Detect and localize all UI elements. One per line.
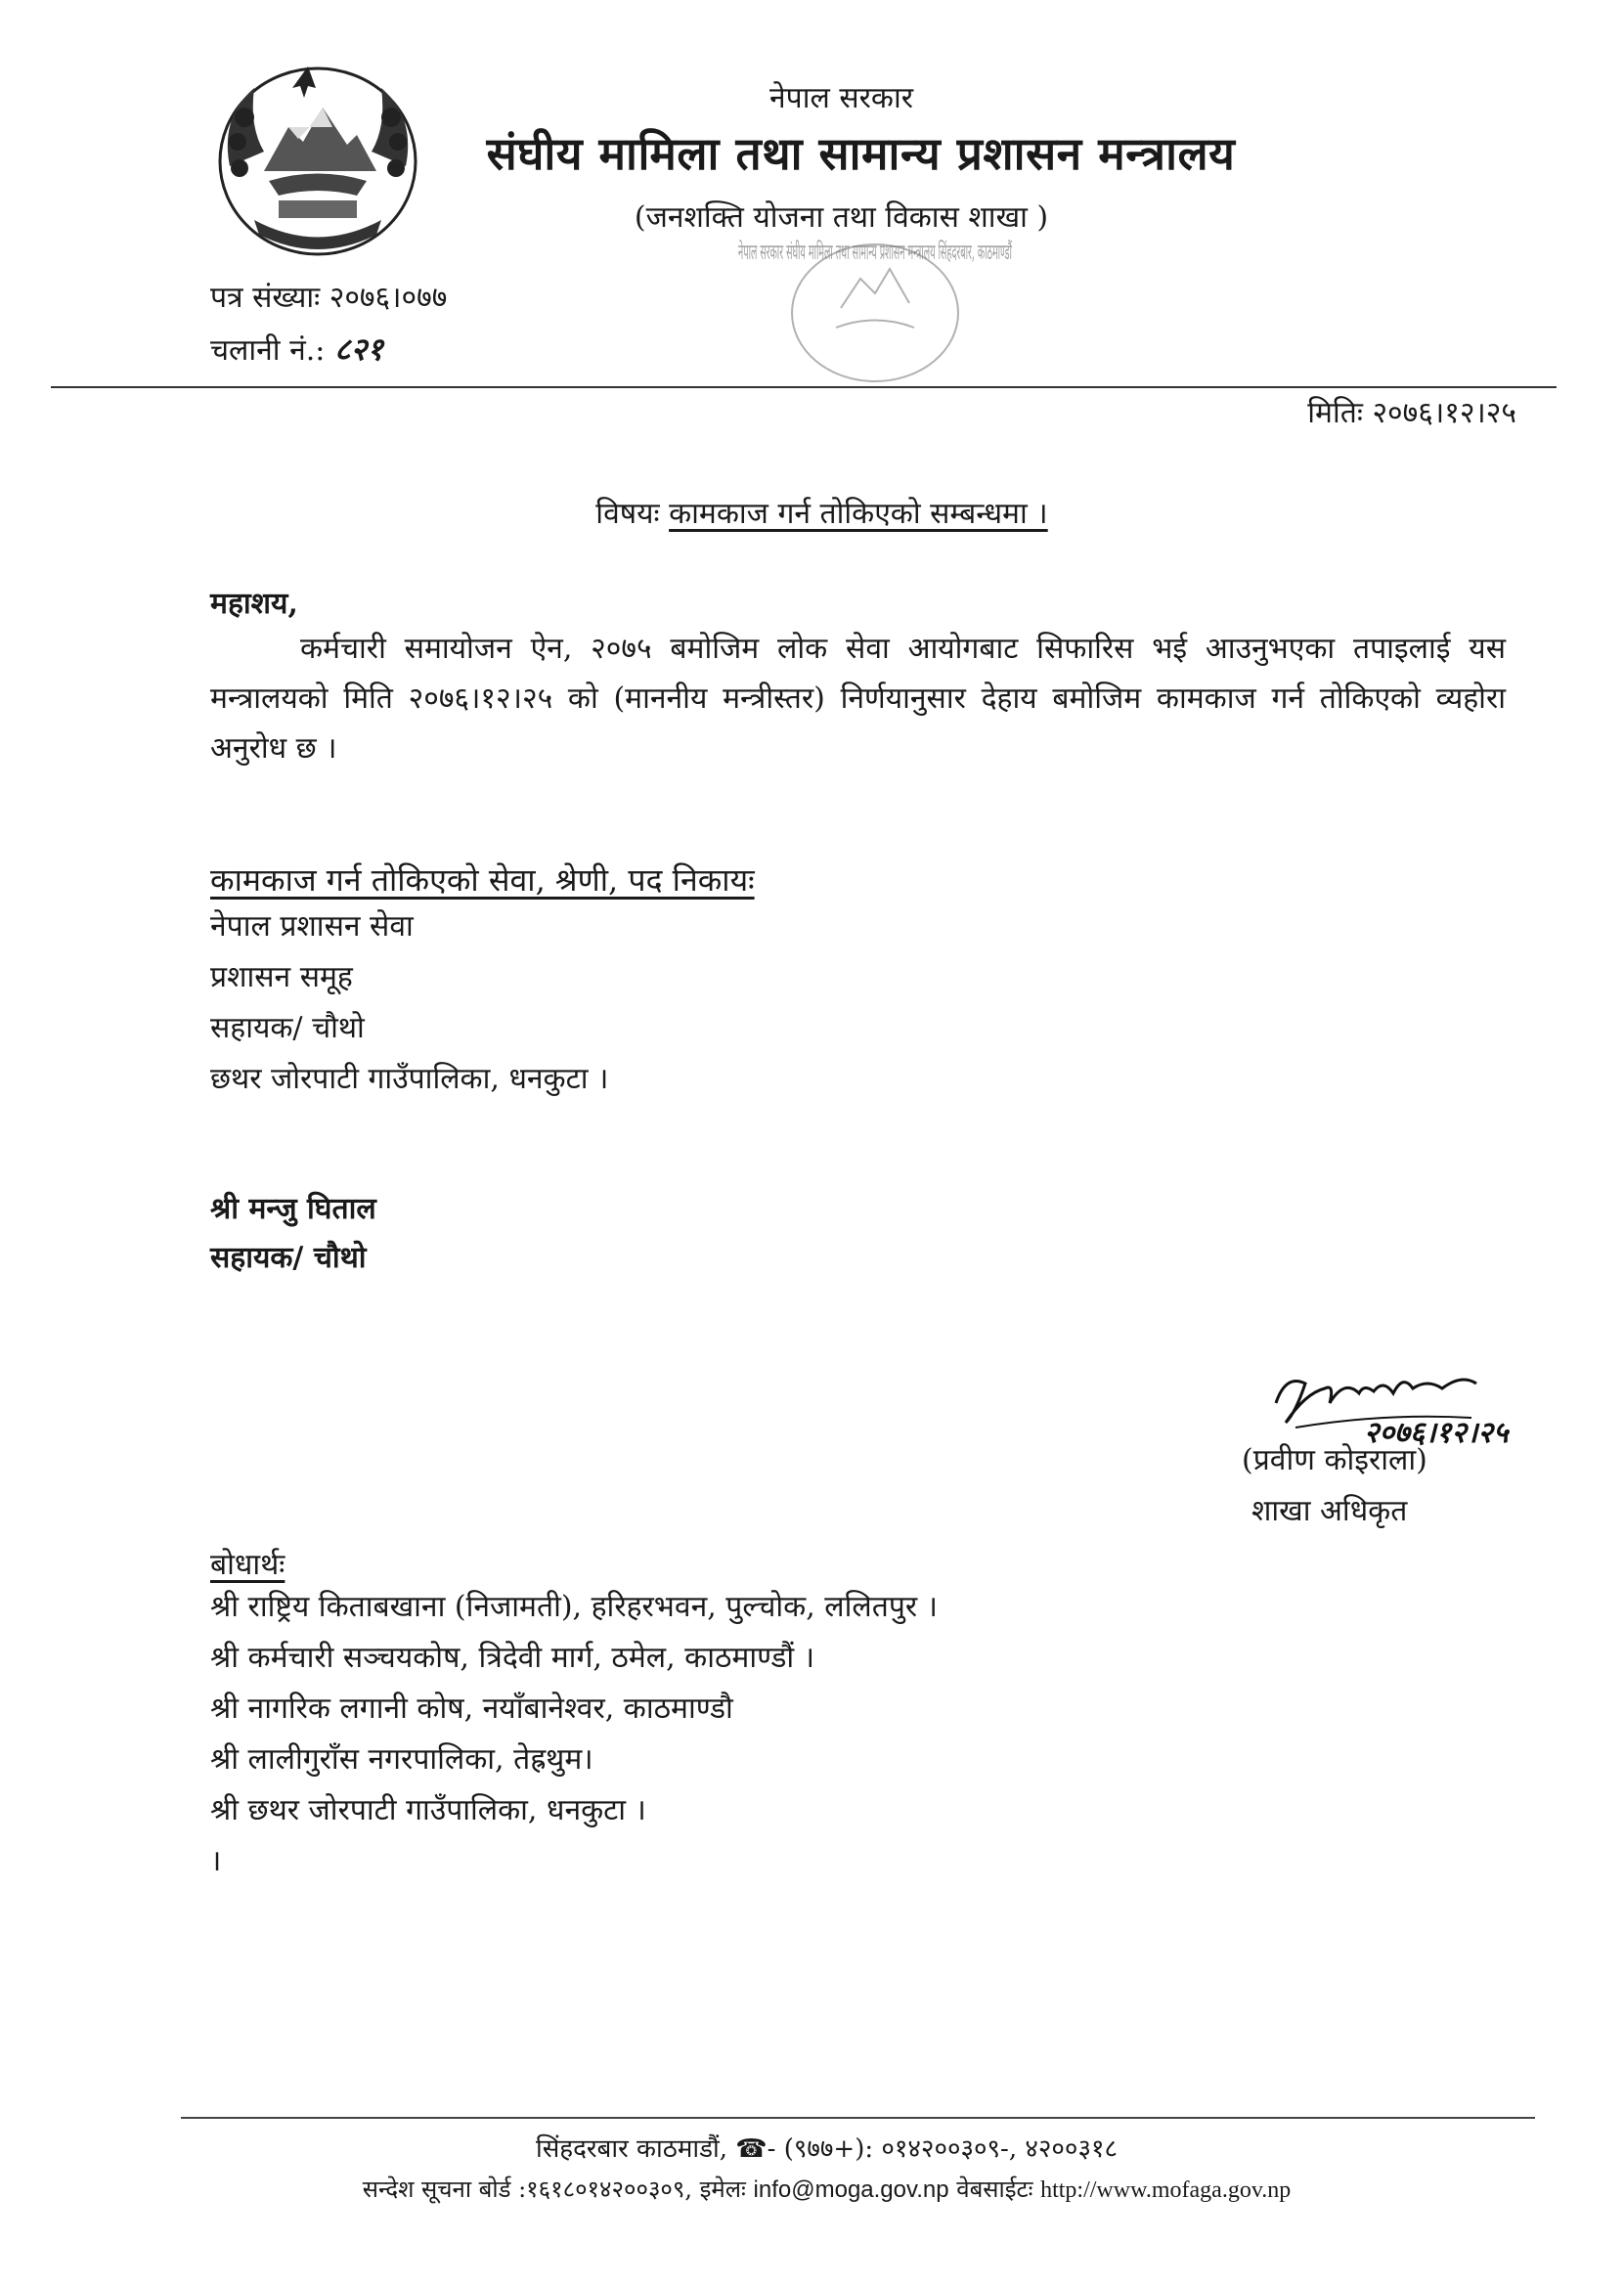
signature-date: २०७६।१२।२५ bbox=[1364, 1416, 1509, 1450]
dispatch-label: चलानी नं.: bbox=[210, 333, 334, 368]
stamp-text: नेपाल सरकार संघीय मामिला तथा सामान्य प्रशासन मन्त्रालय सिंहदरबार, काठमाण्डौं bbox=[738, 241, 1379, 265]
cc-heading: बोधार्थः bbox=[210, 1548, 285, 1582]
subject-text: कामकाज गर्न तोकिएको सम्बन्धमा । bbox=[669, 497, 1048, 531]
assignment-office: छथर जोरपाटी गाउँपालिका, धनकुटा । bbox=[210, 1062, 609, 1096]
assignment-heading: कामकाज गर्न तोकिएको सेवा, श्रेणी, पद निकायः bbox=[210, 861, 755, 899]
footer-board: सन्देश सूचना बोर्ड :१६१८०१४२००३०९, इमेलः bbox=[362, 2176, 754, 2203]
assignment-list bbox=[210, 901, 608, 1105]
branch-name: (जनशक्ति योजना तथा विकास शाखा ) bbox=[634, 200, 1049, 235]
assignment-service: नेपाल प्रशासन सेवा bbox=[210, 909, 414, 944]
recipient-name: श्री मन्जु घिताल bbox=[210, 1192, 376, 1226]
header-divider bbox=[51, 386, 1557, 388]
salutation: महाशय, bbox=[210, 587, 298, 621]
cc-item: श्री कर्मचारी सञ्चयकोष, त्रिदेवी मार्ग, ठमेल, काठमाण्डौं । bbox=[210, 1641, 815, 1675]
subject-line bbox=[0, 492, 1624, 532]
cc-item: श्री राष्ट्रिय किताबखाना (निजामती), हरिहरभवन, पुल्चोक, ललितपुर । bbox=[210, 1590, 939, 1624]
letter-number: पत्र संख्याः २०७६।०७७ bbox=[210, 281, 448, 315]
footer-website-label: वेबसाईटः bbox=[948, 2176, 1041, 2203]
cc-item: श्री लालीगुराँस नगरपालिका, तेह्रथुम। bbox=[210, 1742, 593, 1777]
cc-item: । bbox=[210, 1844, 222, 1878]
footer-website[interactable]: http://www.mofaga.gov.np bbox=[1040, 2177, 1292, 2203]
footer-address: सिंहदरबार काठमाडौं, ☎- (९७७+): ०१४२००३०९-, ४२००३१८ bbox=[535, 2134, 1119, 2164]
letter-date: मितिः २०७६।१२।२५ bbox=[1307, 396, 1516, 430]
recipient-position: सहायक/ चौथो bbox=[210, 1241, 367, 1275]
signer-title: शाखा अधिकृत bbox=[1251, 1494, 1408, 1528]
footer-email[interactable]: info@moga.gov.np bbox=[753, 2176, 949, 2203]
cc-item: श्री नागरिक लगानी कोष, नयाँबानेश्वर, काठमाण्डौ bbox=[210, 1692, 733, 1726]
footer-contact bbox=[0, 2173, 1624, 2205]
dispatch-number bbox=[210, 328, 383, 370]
signer-block bbox=[1242, 1435, 1427, 1537]
assignment-group: प्रशासन समूह bbox=[210, 960, 353, 994]
ministry-name: संघीय मामिला तथा सामान्य प्रशासन मन्त्रालय bbox=[486, 127, 1236, 180]
government-name: नेपाल सरकार bbox=[769, 81, 913, 115]
signer-name: (प्रवीण कोइराला) bbox=[1242, 1443, 1427, 1477]
recipient-block bbox=[210, 1185, 376, 1283]
footer-divider bbox=[181, 2117, 1535, 2119]
assignment-level: सहायक/ चौथो bbox=[210, 1011, 365, 1045]
cc-list bbox=[210, 1582, 938, 1887]
subject-label: विषयः bbox=[595, 497, 670, 531]
dispatch-value: ८२१ bbox=[333, 330, 383, 368]
cc-item: श्री छथर जोरपाटी गाउँपालिका, धनकुटा । bbox=[210, 1793, 646, 1827]
body-paragraph: कर्मचारी समायोजन ऐन, २०७५ बमोजिम लोक सेवा आयोगबाट सिफारिस भई आउनुभएका तपाइलाई यस मन्त्रालयको मिति २०७६।१२।२५ को (माननीय मन्त्रीस्तर) निर्णयानुसार देहाय बमोजिम कामकाज गर्न तोकिएको व्यहोरा अनुरोध छ । bbox=[210, 632, 1506, 766]
